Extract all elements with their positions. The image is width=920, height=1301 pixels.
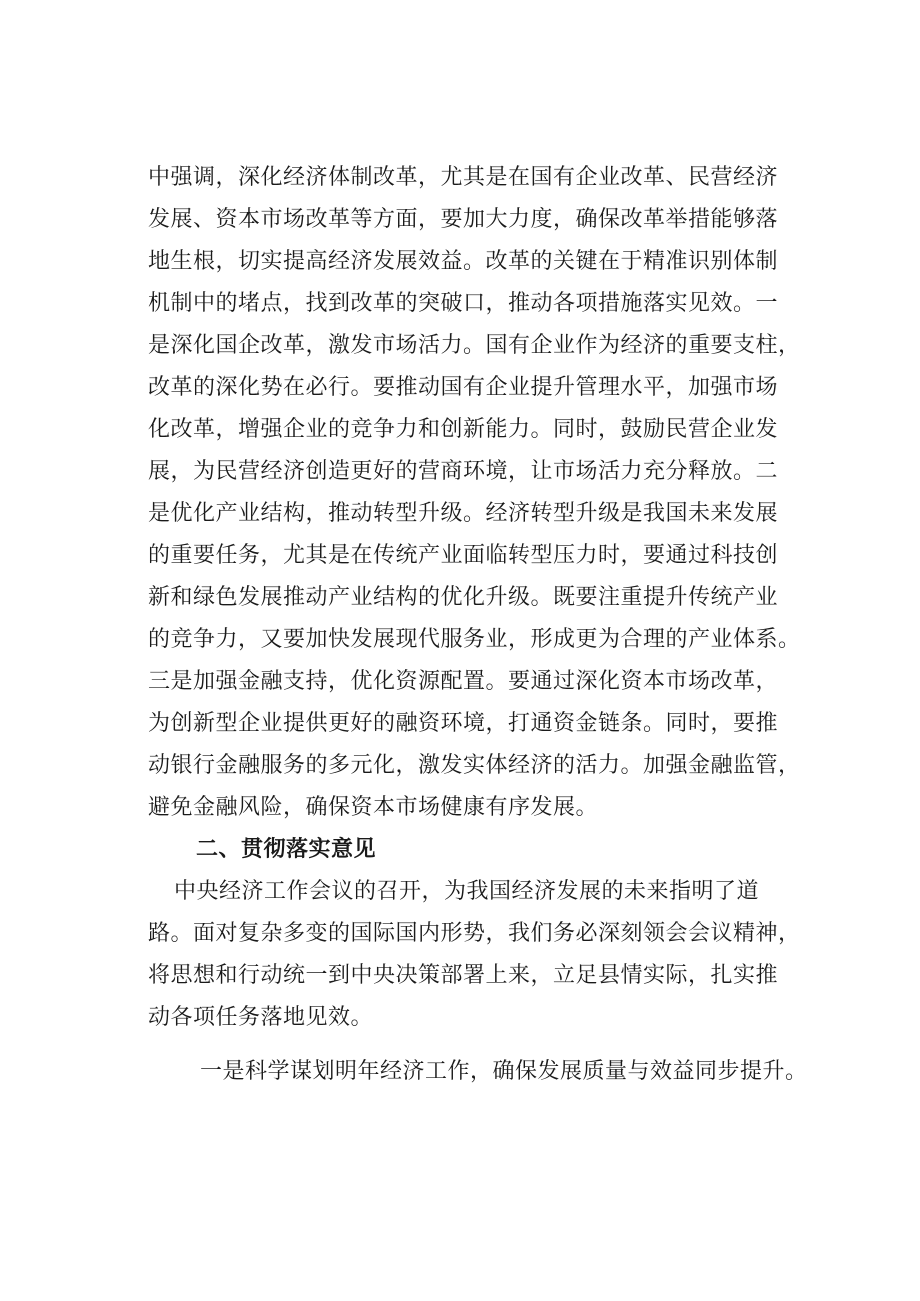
body-text-line: 发展、资本市场改革等方面，要加大力度，确保改革举措能够落 xyxy=(148,207,779,232)
body-text-line: 的重要任务，尤其是在传统产业面临转型压力时，要通过科技创 xyxy=(148,543,779,568)
body-text-line: 中强调，深化经济体制改革，尤其是在国有企业改革、民营经济 xyxy=(148,165,779,190)
body-text-line: 路。面对复杂多变的国际国内形势，我们务必深刻领会会议精神， xyxy=(148,921,801,946)
body-text-line: 中央经济工作会议的召开，为我国经济发展的未来指明了道 xyxy=(174,879,760,904)
body-text-line: 将思想和行动统一到中央决策部署上来，立足县情实际，扎实推 xyxy=(148,963,779,988)
section-heading: 二、贯彻落实意见 xyxy=(196,837,377,862)
body-text-line: 机制中的堵点，找到改革的突破口，推动各项措施落实见效。一 xyxy=(148,291,779,316)
body-text-line: 避免金融风险，确保资本市场健康有序发展。 xyxy=(148,795,599,820)
body-text-line: 地生根，切实提高经济发展效益。改革的关键在于精准识别体制 xyxy=(148,249,779,274)
body-text-line: 为创新型企业提供更好的融资环境，打通资金链条。同时，要推 xyxy=(148,711,779,736)
body-text-line: 的竞争力，又要加快发展现代服务业，形成更为合理的产业体系。 xyxy=(148,627,801,652)
body-text-line: 改革的深化势在必行。要推动国有企业提升管理水平，加强市场 xyxy=(148,375,779,400)
body-text-line: 三是加强金融支持，优化资源配置。要通过深化资本市场改革， xyxy=(148,669,779,694)
body-text-line: 一是科学谋划明年经济工作，确保发展质量与效益同步提升。 xyxy=(200,1059,808,1084)
body-text-line: 动各项任务落地见效。 xyxy=(148,1005,374,1030)
body-text-line: 动银行金融服务的多元化，激发实体经济的活力。加强金融监管， xyxy=(148,753,801,778)
body-text-line: 展，为民营经济创造更好的营商环境，让市场活力充分释放。二 xyxy=(148,459,779,484)
body-text-line: 化改革，增强企业的竞争力和创新能力。同时，鼓励民营企业发 xyxy=(148,417,779,442)
body-text-line: 是优化产业结构，推动转型升级。经济转型升级是我国未来发展 xyxy=(148,501,779,526)
body-text-line: 新和绿色发展推动产业结构的优化升级。既要注重提升传统产业 xyxy=(148,585,779,610)
body-text-line: 是深化国企改革，激发市场活力。国有企业作为经济的重要支柱， xyxy=(148,333,801,358)
